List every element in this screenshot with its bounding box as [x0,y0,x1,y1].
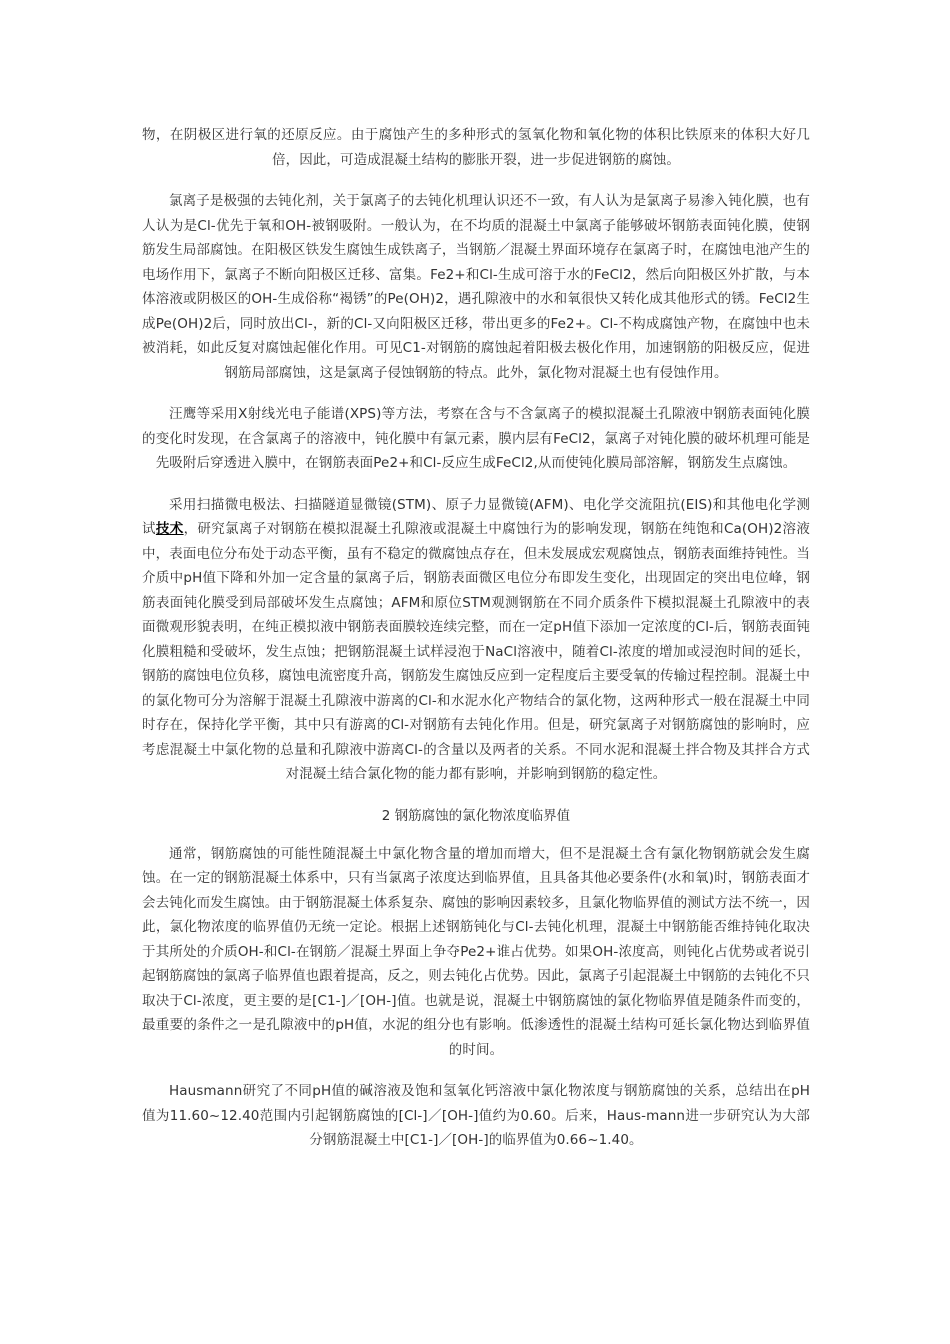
paragraph-2: 氯离子是极强的去钝化剂，关于氯离子的去钝化机理认识还不一致，有人认为是氯离子易渗入钝化膜，也有人认为是Cl-优先于氧和OH-被钢吸附。一般认为，在不均质的混凝土中氯离子能够破坏钢筋表面钝化膜，使钢筋发生局部腐蚀。在阳极区铁发生腐蚀生成铁离子，当钢筋／混凝土界面环境存在氯离子时，在腐蚀电池产生的电场作用下，氯离子不断向阳极区迁移、富集。Fe2+和Cl-生成可溶于水的FeCl2，然后向阳极区外扩散，与本体溶液或阴极区的OH-生成俗称“褐锈”的Pe(OH)2，遇孔隙液中的水和氧很快又转化成其他形式的锈。FeCl2生成Pe(OH)2后，同时放出Cl-，新的Cl-又向阳极区迁移，带出更多的Fe2+。Cl-不构成腐蚀产物，在腐蚀中也未被消耗，如此反复对腐蚀起催化作用。可见C1-对钢筋的腐蚀起着阳极去极化作用，加速钢筋的阳极反应，促进钢筋局部腐蚀，这是氯离子侵蚀钢筋的特点。此外，氯化物对混凝土也有侵蚀作用。 [142,193,810,381]
paragraph-4-text-b: ，研究氯离子对钢筋在模拟混凝土孔隙液或混凝土中腐蚀行为的影响发现，钢筋在纯饱和Ca(OH)2溶液中，表面电位分布处于动态平衡，虽有不稳定的微腐蚀点存在，但未发展成宏观腐蚀点，钢筋表面维持钝性。当介质中pH值下降和外加一定含量的氯离子后，钢筋表面微区电位分布即发生变化，出现固定的突出电位峰，钢筋表面钝化膜受到局部破坏发生点腐蚀；AFM和原位STM观测钢筋在不同介质条件下模拟混凝土孔隙液中的表面微观形貌表明，在纯正模拟液中钢筋表面膜较连续完整，而在一定pH值下添加一定浓度的Cl-后，钢筋表面钝化膜粗糙和受破坏，发生点蚀；把钢筋混凝土试样浸泡于NaCl溶液中，随着Cl-浓度的增加或浸泡时间的延长，钢筋的腐蚀电位负移，腐蚀电流密度升高，钢筋发生腐蚀反应到一定程度后主要受氧的传输过程控制。混凝土中的氯化物可分为溶解于混凝土孔隙液中游离的Cl-和水泥水化产物结合的氯化物，这两种形式一般在混凝土中同时存在，保持化学平衡，其中只有游离的Cl-对钢筋有去钝化作用。但是，研究氯离子对钢筋腐蚀的影响时，应考虑混凝土中氯化物的总量和孔隙液中游离Cl-的含量以及两者的关系。不同水泥和混凝土拌合物及其拌合方式对混凝土结合氯化物的能力都有影响，并影响到钢筋的稳定性。 [142,521,810,782]
document-page [142,123,810,1170]
paragraph-3: 汪鹰等采用X射线光电子能谱(XPS)等方法，考察在含与不含氯离子的模拟混凝土孔隙液中钢筋表面钝化膜的变化时发现，在含氯离子的溶液中，钝化膜中有氯元素，膜内层有FeCl2，氯离子对钝化膜的破坏机理可能是先吸附后穿透进入膜中，在钢筋表面Pe2+和Cl-反应生成FeCl2,从而使钝化膜局部溶解，钢筋发生点腐蚀。 [142,406,810,471]
technology-link[interactable]: 技术 [155,521,184,537]
paragraph-1: 物，在阴极区进行氧的还原反应。由于腐蚀产生的多种形式的氢氧化物和氧化物的体积比铁原来的体积大好几倍，因此，可造成混凝土结构的膨胀开裂，进一步促进钢筋的腐蚀。 [142,127,810,168]
paragraph-6: Hausmann研究了不同pH值的碱溶液及饱和氢氧化钙溶液中氯化物浓度与钢筋腐蚀的关系，总结出在pH值为11.60~12.40范围内引起钢筋腐蚀的[Cl-]／[OH-]值约为0.60。后来，Haus-mann进一步研究认为大部分钢筋混凝土中[C1-]／[OH-]的临界值为0.66~1.40。 [142,1083,810,1148]
paragraph-4-text-a: 采用扫描微电极法、扫描隧道显微镜(STM)、原子力显微镜(AFM)、电化学交流阻抗(EIS)和其他电化学测试 [142,496,810,537]
paragraph-5: 通常，钢筋腐蚀的可能性随混凝土中氯化物含量的增加而增大，但不是混凝土含有氯化物钢筋就会发生腐蚀。在一定的钢筋混凝土体系中，只有当氯离子浓度达到临界值，且具备其他必要条件(水和氧)时，钢筋表面才会去钝化而发生腐蚀。由于钢筋混凝土体系复杂、腐蚀的影响因素较多，且氯化物临界值的测试方法不统一，因此，氯化物浓度的临界值仍无统一定论。根据上述钢筋钝化与Cl-去钝化机理，混凝土中钢筋能否维持钝化取决于其所处的介质OH-和Cl-在钢筋／混凝土界面上争夺Pe2+谁占优势。如果OH-浓度高，则钝化占优势或者说引起钢筋腐蚀的氯离子临界值也跟着提高，反之，则去钝化占优势。因此，氯离子引起混凝土中钢筋的去钝化不只取决于Cl-浓度，更主要的是[C1-]／[OH-]值。也就是说，混凝土中钢筋腐蚀的氯化物临界值是随条件而变的，最重要的条件之一是孔隙液中的pH值，水泥的组分也有影响。低渗透性的混凝土结构可延长氯化物达到临界值的时间。 [142,845,810,1058]
paragraph-4 [142,493,810,787]
section-heading: 2 钢筋腐蚀的氯化物浓度临界值 [381,807,571,824]
